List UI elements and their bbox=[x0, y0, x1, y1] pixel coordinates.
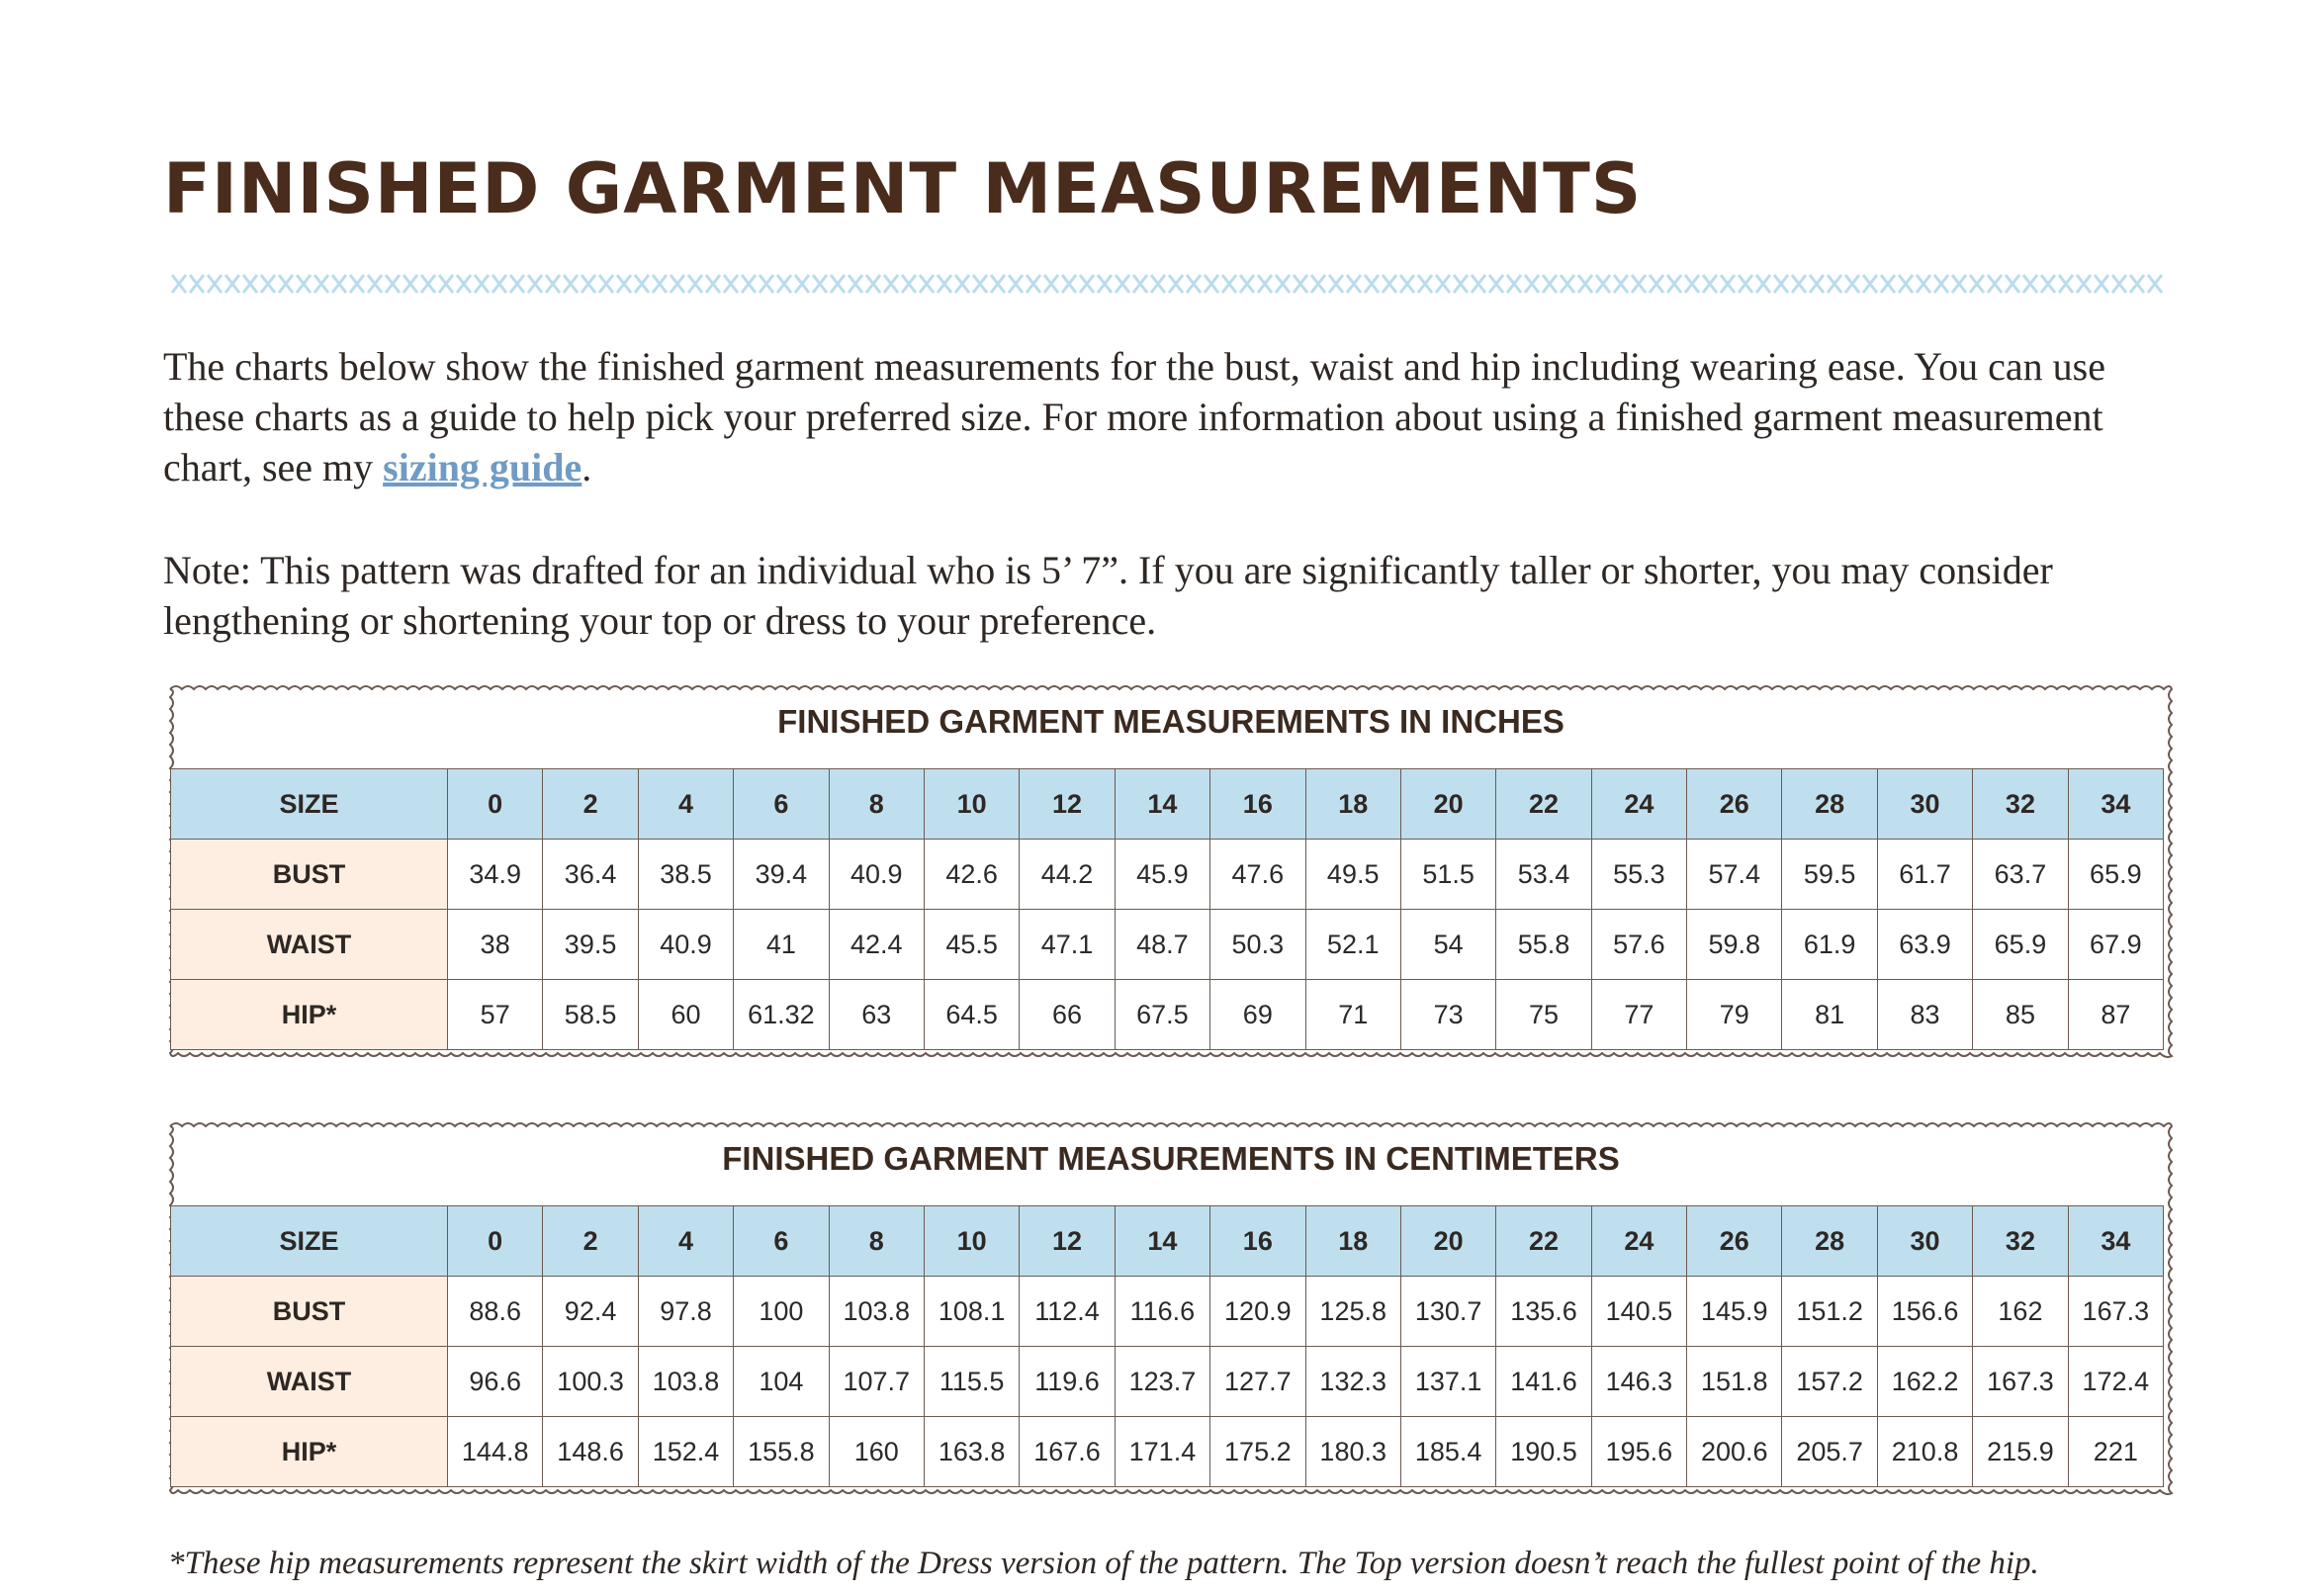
measurement-cell: 107.7 bbox=[829, 1347, 924, 1417]
intro-text: The charts below show the finished garment measurements for the bust, waist and hip including wearing ease. You can use these charts as a guide to help pick your preferred size. For more information about using a finished garment measurement chart, see my bbox=[163, 344, 2105, 489]
measurement-cell: 67.9 bbox=[2068, 910, 2163, 980]
size-header-cell: 2 bbox=[543, 1206, 638, 1277]
measurement-cell: 50.3 bbox=[1210, 910, 1305, 980]
measurement-cell: 54 bbox=[1400, 910, 1495, 980]
measurement-cell: 57 bbox=[448, 980, 543, 1050]
measurement-cell: 52.1 bbox=[1305, 910, 1400, 980]
measurement-cell: 115.5 bbox=[924, 1347, 1019, 1417]
measurement-cell: 156.6 bbox=[1877, 1277, 1972, 1347]
measurement-cell: 112.4 bbox=[1020, 1277, 1115, 1347]
measurement-cell: 55.8 bbox=[1496, 910, 1591, 980]
measurement-cell: 140.5 bbox=[1591, 1277, 1686, 1347]
measurement-cell: 132.3 bbox=[1305, 1347, 1400, 1417]
measurement-cell: 88.6 bbox=[448, 1277, 543, 1347]
measurement-cell: 97.8 bbox=[638, 1277, 733, 1347]
measurement-cell: 40.9 bbox=[829, 840, 924, 910]
centimeters-table-title: FINISHED GARMENT MEASUREMENTS IN CENTIMETERS bbox=[722, 1140, 1620, 1177]
measurement-cell: 69 bbox=[1210, 980, 1305, 1050]
measurement-cell: 155.8 bbox=[734, 1417, 829, 1487]
intro-paragraph bbox=[163, 341, 2181, 492]
measurement-cell: 175.2 bbox=[1210, 1417, 1305, 1487]
measurement-cell: 61.32 bbox=[734, 980, 829, 1050]
measurement-cell: 108.1 bbox=[924, 1277, 1019, 1347]
measurement-cell: 92.4 bbox=[543, 1277, 638, 1347]
measurement-cell: 45.5 bbox=[924, 910, 1019, 980]
measurement-cell: 100 bbox=[734, 1277, 829, 1347]
measurement-cell: 167.3 bbox=[1973, 1347, 2068, 1417]
size-header-cell: 22 bbox=[1496, 769, 1591, 840]
measurement-cell: 41 bbox=[734, 910, 829, 980]
measurement-cell: 167.6 bbox=[1020, 1417, 1115, 1487]
size-header-cell: 0 bbox=[448, 769, 543, 840]
measurement-cell: 53.4 bbox=[1496, 840, 1591, 910]
measurement-cell: 57.4 bbox=[1687, 840, 1782, 910]
measurement-cell: 205.7 bbox=[1782, 1417, 1877, 1487]
size-header-cell: 28 bbox=[1782, 769, 1877, 840]
measurement-cell: 42.6 bbox=[924, 840, 1019, 910]
measurement-cell: 63.9 bbox=[1877, 910, 1972, 980]
measurement-cell: 221 bbox=[2068, 1417, 2163, 1487]
measurement-cell: 59.5 bbox=[1782, 840, 1877, 910]
measurement-cell: 123.7 bbox=[1115, 1347, 1209, 1417]
size-header-cell: 16 bbox=[1210, 769, 1305, 840]
measurement-cell: 120.9 bbox=[1210, 1277, 1305, 1347]
measurement-cell: 172.4 bbox=[2068, 1347, 2163, 1417]
measurement-cell: 137.1 bbox=[1400, 1347, 1495, 1417]
sizing-guide-link[interactable]: sizing guide bbox=[383, 445, 582, 489]
measurement-cell: 96.6 bbox=[448, 1347, 543, 1417]
size-header-cell: 14 bbox=[1115, 769, 1209, 840]
size-header-label: SIZE bbox=[171, 1206, 448, 1277]
measurement-cell: 160 bbox=[829, 1417, 924, 1487]
size-header-cell: 16 bbox=[1210, 1206, 1305, 1277]
table-row bbox=[171, 910, 2164, 980]
measurement-cell: 64.5 bbox=[924, 980, 1019, 1050]
measurement-cell: 71 bbox=[1305, 980, 1400, 1050]
measurement-cell: 104 bbox=[734, 1347, 829, 1417]
measurement-cell: 47.6 bbox=[1210, 840, 1305, 910]
size-header-cell: 4 bbox=[638, 1206, 733, 1277]
row-label: WAIST bbox=[171, 1347, 448, 1417]
decorative-divider bbox=[168, 267, 2166, 301]
measurement-cell: 185.4 bbox=[1400, 1417, 1495, 1487]
table-row bbox=[171, 980, 2164, 1050]
measurement-cell: 180.3 bbox=[1305, 1417, 1400, 1487]
size-header-cell: 12 bbox=[1020, 769, 1115, 840]
measurement-cell: 65.9 bbox=[2068, 840, 2163, 910]
measurement-cell: 146.3 bbox=[1591, 1347, 1686, 1417]
measurement-cell: 48.7 bbox=[1115, 910, 1209, 980]
centimeters-table-section bbox=[168, 1119, 2174, 1497]
intro-text-end: . bbox=[581, 445, 592, 489]
size-header-cell: 32 bbox=[1973, 769, 2068, 840]
measurement-cell: 63.7 bbox=[1973, 840, 2068, 910]
measurement-cell: 83 bbox=[1877, 980, 1972, 1050]
measurement-cell: 40.9 bbox=[638, 910, 733, 980]
size-header-cell: 34 bbox=[2068, 769, 2163, 840]
measurement-cell: 63 bbox=[829, 980, 924, 1050]
row-label: WAIST bbox=[171, 910, 448, 980]
measurement-cell: 65.9 bbox=[1973, 910, 2068, 980]
measurement-cell: 67.5 bbox=[1115, 980, 1209, 1050]
hip-footnote: *These hip measurements represent the skirt width of the Dress version of the pattern. The Top version doesn’t reach the fullest point of the hip. bbox=[168, 1546, 2039, 1581]
size-header-cell: 0 bbox=[448, 1206, 543, 1277]
measurement-cell: 85 bbox=[1973, 980, 2068, 1050]
inches-table-section bbox=[168, 682, 2174, 1060]
measurement-cell: 55.3 bbox=[1591, 840, 1686, 910]
size-header-row bbox=[171, 769, 2164, 840]
measurement-cell: 148.6 bbox=[543, 1417, 638, 1487]
size-header-cell: 8 bbox=[829, 1206, 924, 1277]
measurement-cell: 59.8 bbox=[1687, 910, 1782, 980]
measurement-cell: 47.1 bbox=[1020, 910, 1115, 980]
measurement-cell: 39.5 bbox=[543, 910, 638, 980]
measurement-cell: 45.9 bbox=[1115, 840, 1209, 910]
measurement-cell: 103.8 bbox=[829, 1277, 924, 1347]
size-header-cell: 10 bbox=[924, 1206, 1019, 1277]
size-header-cell: 6 bbox=[734, 1206, 829, 1277]
table-row bbox=[171, 1277, 2164, 1347]
measurement-cell: 36.4 bbox=[543, 840, 638, 910]
measurement-cell: 42.4 bbox=[829, 910, 924, 980]
size-header-cell: 6 bbox=[734, 769, 829, 840]
measurement-cell: 75 bbox=[1496, 980, 1591, 1050]
size-header-cell: 30 bbox=[1877, 1206, 1972, 1277]
cross-stitch-pattern bbox=[172, 275, 2162, 293]
measurement-cell: 157.2 bbox=[1782, 1347, 1877, 1417]
size-header-cell: 10 bbox=[924, 769, 1019, 840]
measurement-cell: 79 bbox=[1687, 980, 1782, 1050]
note-paragraph: Note: This pattern was drafted for an individual who is 5’ 7”. If you are significantly taller or shorter, you may consider lengthening or shortening your top or dress to your preference. bbox=[163, 548, 2053, 643]
table-row bbox=[171, 1417, 2164, 1487]
measurement-cell: 171.4 bbox=[1115, 1417, 1209, 1487]
measurement-cell: 77 bbox=[1591, 980, 1686, 1050]
size-header-cell: 12 bbox=[1020, 1206, 1115, 1277]
measurement-cell: 145.9 bbox=[1687, 1277, 1782, 1347]
centimeters-measurement-table bbox=[170, 1205, 2164, 1487]
measurement-cell: 200.6 bbox=[1687, 1417, 1782, 1487]
measurement-cell: 44.2 bbox=[1020, 840, 1115, 910]
measurement-cell: 151.8 bbox=[1687, 1347, 1782, 1417]
measurement-cell: 38 bbox=[448, 910, 543, 980]
measurement-cell: 135.6 bbox=[1496, 1277, 1591, 1347]
measurement-cell: 125.8 bbox=[1305, 1277, 1400, 1347]
size-header-cell: 18 bbox=[1305, 1206, 1400, 1277]
size-header-cell: 34 bbox=[2068, 1206, 2163, 1277]
measurement-cell: 87 bbox=[2068, 980, 2163, 1050]
size-header-cell: 2 bbox=[543, 769, 638, 840]
measurement-cell: 38.5 bbox=[638, 840, 733, 910]
measurement-cell: 58.5 bbox=[543, 980, 638, 1050]
size-header-cell: 14 bbox=[1115, 1206, 1209, 1277]
size-header-cell: 28 bbox=[1782, 1206, 1877, 1277]
size-header-cell: 24 bbox=[1591, 769, 1686, 840]
row-label: BUST bbox=[171, 840, 448, 910]
measurement-cell: 61.7 bbox=[1877, 840, 1972, 910]
measurement-cell: 215.9 bbox=[1973, 1417, 2068, 1487]
size-header-cell: 24 bbox=[1591, 1206, 1686, 1277]
measurement-cell: 51.5 bbox=[1400, 840, 1495, 910]
measurement-cell: 195.6 bbox=[1591, 1417, 1686, 1487]
measurement-cell: 116.6 bbox=[1115, 1277, 1209, 1347]
measurement-cell: 144.8 bbox=[448, 1417, 543, 1487]
inches-table-title: FINISHED GARMENT MEASUREMENTS IN INCHES bbox=[777, 703, 1564, 740]
measurement-cell: 130.7 bbox=[1400, 1277, 1495, 1347]
measurement-cell: 103.8 bbox=[638, 1347, 733, 1417]
inches-measurement-table bbox=[170, 768, 2164, 1050]
page-title: FINISHED GARMENT MEASUREMENTS bbox=[163, 148, 1643, 229]
row-label: HIP* bbox=[171, 980, 448, 1050]
measurement-cell: 162.2 bbox=[1877, 1347, 1972, 1417]
size-header-cell: 20 bbox=[1400, 1206, 1495, 1277]
size-header-cell: 26 bbox=[1687, 769, 1782, 840]
size-header-cell: 8 bbox=[829, 769, 924, 840]
measurement-cell: 119.6 bbox=[1020, 1347, 1115, 1417]
measurement-cell: 49.5 bbox=[1305, 840, 1400, 910]
size-header-row bbox=[171, 1206, 2164, 1277]
size-header-cell: 30 bbox=[1877, 769, 1972, 840]
table-row bbox=[171, 1347, 2164, 1417]
measurement-cell: 57.6 bbox=[1591, 910, 1686, 980]
size-header-cell: 18 bbox=[1305, 769, 1400, 840]
size-header-cell: 22 bbox=[1496, 1206, 1591, 1277]
measurement-cell: 163.8 bbox=[924, 1417, 1019, 1487]
size-header-cell: 26 bbox=[1687, 1206, 1782, 1277]
measurement-cell: 39.4 bbox=[734, 840, 829, 910]
measurement-cell: 60 bbox=[638, 980, 733, 1050]
measurement-cell: 151.2 bbox=[1782, 1277, 1877, 1347]
measurement-cell: 210.8 bbox=[1877, 1417, 1972, 1487]
measurement-cell: 127.7 bbox=[1210, 1347, 1305, 1417]
row-label: HIP* bbox=[171, 1417, 448, 1487]
measurement-cell: 66 bbox=[1020, 980, 1115, 1050]
row-label: BUST bbox=[171, 1277, 448, 1347]
measurement-cell: 61.9 bbox=[1782, 910, 1877, 980]
measurement-cell: 73 bbox=[1400, 980, 1495, 1050]
measurement-cell: 81 bbox=[1782, 980, 1877, 1050]
size-header-cell: 20 bbox=[1400, 769, 1495, 840]
table-row bbox=[171, 840, 2164, 910]
measurement-cell: 167.3 bbox=[2068, 1277, 2163, 1347]
measurement-cell: 141.6 bbox=[1496, 1347, 1591, 1417]
size-header-cell: 4 bbox=[638, 769, 733, 840]
measurement-cell: 34.9 bbox=[448, 840, 543, 910]
size-header-label: SIZE bbox=[171, 769, 448, 840]
measurement-cell: 190.5 bbox=[1496, 1417, 1591, 1487]
measurement-cell: 100.3 bbox=[543, 1347, 638, 1417]
measurement-cell: 152.4 bbox=[638, 1417, 733, 1487]
size-header-cell: 32 bbox=[1973, 1206, 2068, 1277]
measurement-cell: 162 bbox=[1973, 1277, 2068, 1347]
